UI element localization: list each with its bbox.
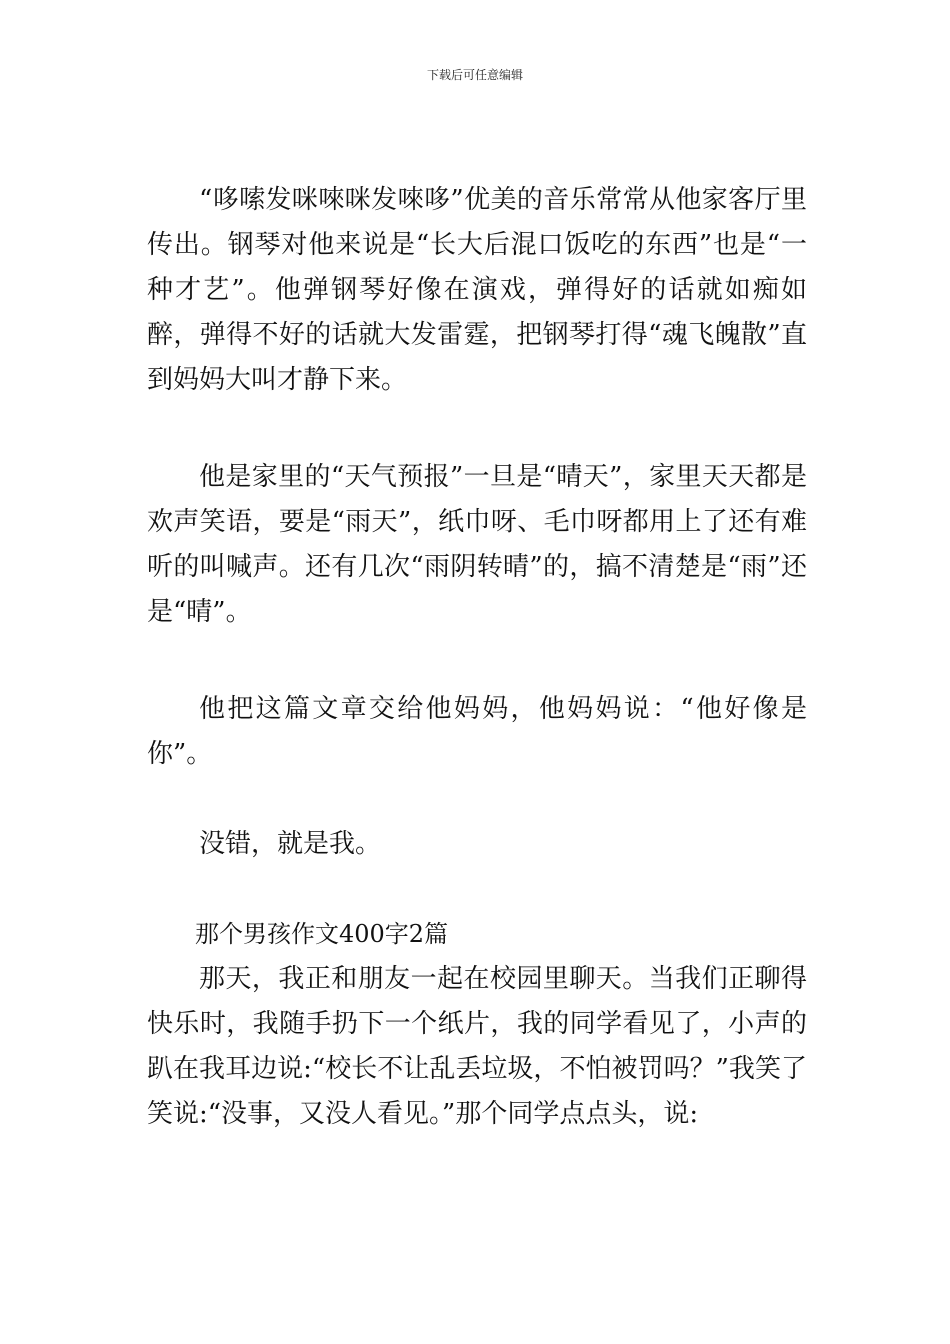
- paragraph-4: 没错，就是我。: [199, 829, 382, 859]
- paragraph-gap: [147, 777, 807, 822]
- paragraph-3: 他把这篇文章交给他妈妈，他妈妈说：“他好像是你”。: [147, 694, 807, 769]
- paragraph-2: 他是家里的“天气预报”一旦是“晴天”，家里天天都是欢声笑语，要是“雨天”，纸巾呀、毛巾呀都用上了还有难听的叫喊声。还有几次“雨阴转晴”的，搞不清楚是“雨”还是“晴”。: [147, 462, 807, 627]
- paragraph-gap: [147, 403, 807, 455]
- paragraph-gap: [147, 635, 807, 687]
- page-header: 下载后可任意编辑: [426, 68, 523, 82]
- section-heading: 那个男孩作文400字2篇: [195, 920, 449, 948]
- paragraph-5: 那天，我正和朋友一起在校园里聊天。当我们正聊得快乐时，我随手扔下一个纸片，我的同学看见了，小声的趴在我耳边说:“校长不让乱丢垃圾，不怕被罚吗？”我笑了笑说:“没事，又没人看见。”那个同学点点头，说:: [147, 964, 807, 1129]
- document-body: [147, 178, 807, 1137]
- paragraph-1: “哆嗦发咪唻咪发唻哆”优美的音乐常常从他家客厅里传出。钢琴对他来说是“长大后混口饭吃的东西”也是“一种才艺”。他弹钢琴好像在演戏，弹得好的话就如痴如醉，弹得不好的话就大发雷霆，把钢琴打得“魂飞魄散”直到妈妈大叫才静下来。: [147, 185, 807, 395]
- paragraph-gap: [147, 867, 807, 912]
